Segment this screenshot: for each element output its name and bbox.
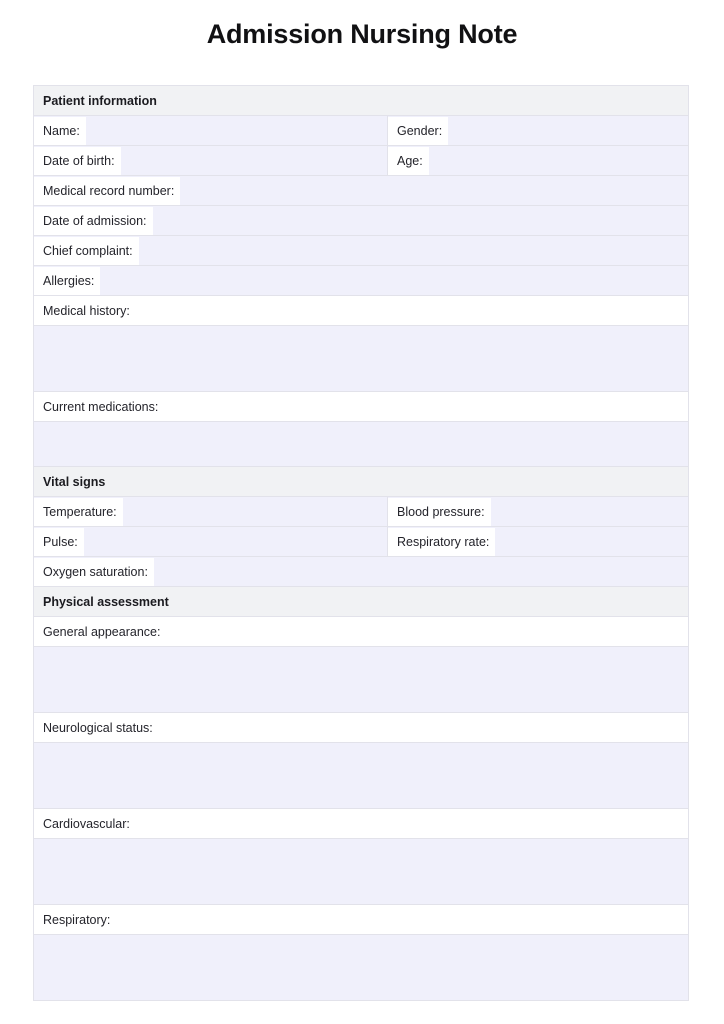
write-in-area-cardiovascular[interactable] [34, 839, 689, 905]
field-label-blood-pressure: Blood pressure: [388, 498, 491, 526]
admission-nursing-note-form [33, 85, 689, 1001]
prompt-cell-respiratory [34, 905, 689, 935]
prompt-cell-cardiovascular [34, 809, 689, 839]
section-header-row [34, 467, 689, 497]
prompt-row [34, 392, 689, 422]
section-heading: Vital signs [43, 474, 106, 489]
prompt-row [34, 809, 689, 839]
blank-row [34, 326, 689, 392]
write-in-area-general-appearance[interactable] [34, 647, 689, 713]
field-cell-oxygen-saturation[interactable] [34, 557, 689, 587]
field-label-date-of-birth: Date of birth: [34, 147, 121, 175]
field-cell-date-of-admission[interactable] [34, 206, 689, 236]
field-cell-medical-record-number[interactable] [34, 176, 689, 206]
section-heading: Patient information [43, 93, 157, 108]
field-cell-date-of-birth[interactable] [34, 146, 388, 176]
blank-row [34, 422, 689, 467]
field-row [34, 146, 689, 176]
section-heading: Physical assessment [43, 594, 169, 609]
field-label-allergies: Allergies: [34, 267, 100, 295]
section-header-cell-physical-assessment [34, 587, 689, 617]
write-in-area-respiratory[interactable] [34, 935, 689, 1001]
field-row [34, 266, 689, 296]
prompt-cell-general-appearance [34, 617, 689, 647]
section-header-row [34, 86, 689, 116]
section-header-cell-vital-signs [34, 467, 689, 497]
prompt-cell-current-medications [34, 392, 689, 422]
field-cell-age[interactable] [388, 146, 689, 176]
write-in-area-neurological-status[interactable] [34, 743, 689, 809]
field-label-temperature: Temperature: [34, 498, 123, 526]
page-title: Admission Nursing Note [206, 19, 518, 49]
field-cell-respiratory-rate[interactable] [388, 527, 689, 557]
field-label-pulse: Pulse: [34, 528, 84, 556]
field-cell-blood-pressure[interactable] [388, 497, 689, 527]
section-header-row [34, 587, 689, 617]
field-label-general-appearance: General appearance: [43, 624, 161, 639]
field-row [34, 527, 689, 557]
blank-row [34, 935, 689, 1001]
field-label-medical-record-number: Medical record number: [34, 177, 180, 205]
field-row [34, 116, 689, 146]
prompt-row [34, 296, 689, 326]
write-in-area-current-medications[interactable] [34, 422, 689, 467]
field-row [34, 236, 689, 266]
field-label-age: Age: [388, 147, 429, 175]
field-cell-chief-complaint[interactable] [34, 236, 689, 266]
field-row [34, 206, 689, 236]
field-row [34, 557, 689, 587]
field-label-respiratory-rate: Respiratory rate: [388, 528, 495, 556]
field-cell-allergies[interactable] [34, 266, 689, 296]
field-cell-name[interactable] [34, 116, 388, 146]
field-label-gender: Gender: [388, 117, 448, 145]
field-label-oxygen-saturation: Oxygen saturation: [34, 558, 154, 586]
field-label-respiratory: Respiratory: [43, 912, 111, 927]
field-label-medical-history: Medical history: [43, 303, 130, 318]
field-cell-temperature[interactable] [34, 497, 388, 527]
field-row [34, 176, 689, 206]
field-label-name: Name: [34, 117, 86, 145]
prompt-cell-neurological-status [34, 713, 689, 743]
field-label-cardiovascular: Cardiovascular: [43, 816, 130, 831]
field-row [34, 497, 689, 527]
form-body [34, 86, 689, 1001]
prompt-row [34, 905, 689, 935]
blank-row [34, 647, 689, 713]
field-label-date-of-admission: Date of admission: [34, 207, 153, 235]
prompt-row [34, 713, 689, 743]
field-label-chief-complaint: Chief complaint: [34, 237, 139, 265]
blank-row [34, 839, 689, 905]
write-in-area-medical-history[interactable] [34, 326, 689, 392]
prompt-cell-medical-history [34, 296, 689, 326]
field-label-current-medications: Current medications: [43, 399, 159, 414]
field-label-neurological-status: Neurological status: [43, 720, 153, 735]
field-cell-gender[interactable] [388, 116, 689, 146]
section-header-cell-patient-information [34, 86, 689, 116]
field-cell-pulse[interactable] [34, 527, 388, 557]
prompt-row [34, 617, 689, 647]
blank-row [34, 743, 689, 809]
